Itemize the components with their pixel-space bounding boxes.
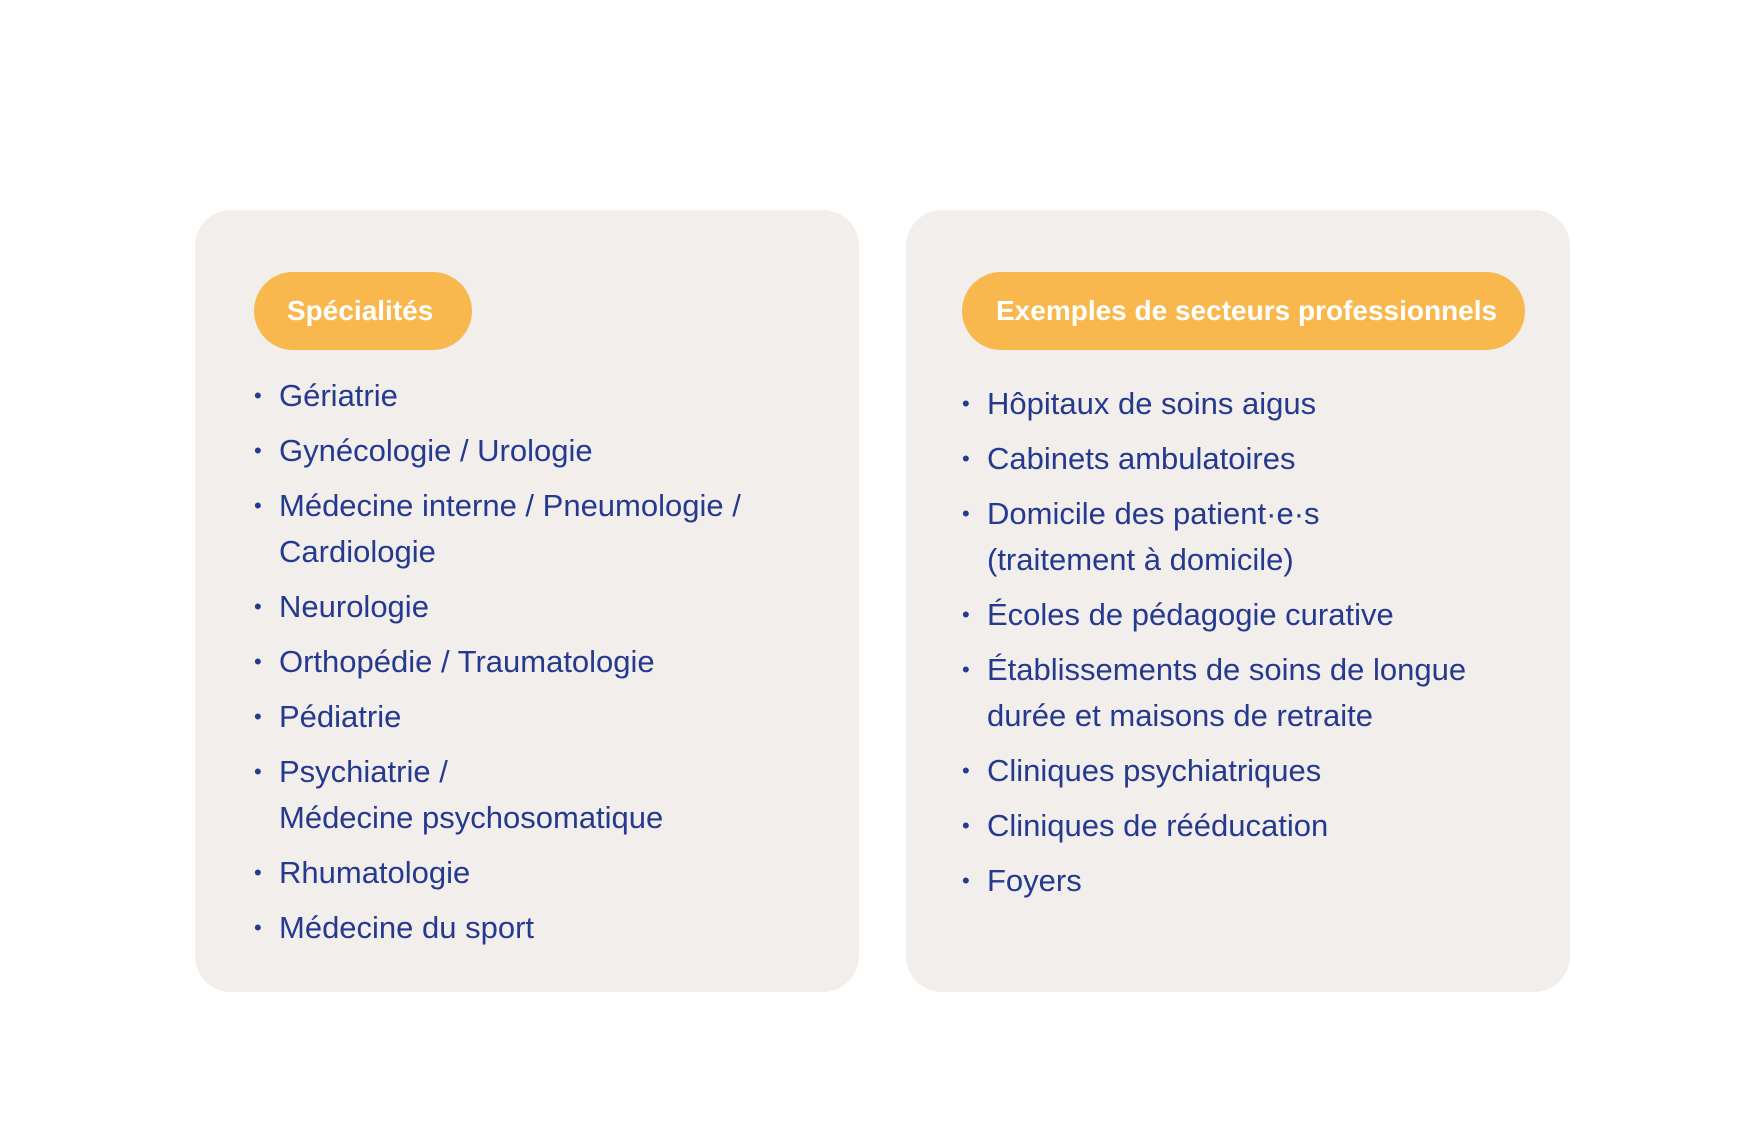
list-item-text: Cliniques de rééducation xyxy=(987,808,1329,843)
list-item-text: Pédiatrie xyxy=(279,699,402,734)
bullet-icon: • xyxy=(962,446,970,471)
list-item-text: Foyers xyxy=(987,863,1082,898)
bullet-icon: • xyxy=(254,649,262,674)
bullet-icon: • xyxy=(254,493,262,518)
list-item xyxy=(254,749,834,841)
list-item xyxy=(254,905,834,951)
bullet-icon: • xyxy=(962,501,970,526)
bullet-icon: • xyxy=(962,657,970,682)
bullet-icon: • xyxy=(962,391,970,416)
list-item xyxy=(962,803,1552,849)
bullet-icon: • xyxy=(254,594,262,619)
secteurs-heading: Exemples de secteurs professionnels xyxy=(962,272,1525,350)
specialites-card xyxy=(195,210,859,992)
list-item-text: (traitement à domicile) xyxy=(987,542,1294,577)
list-item-text: Gériatrie xyxy=(279,378,398,413)
list-item xyxy=(254,639,834,685)
secteurs-list xyxy=(962,381,1552,913)
list-item-text: Médecine psychosomatique xyxy=(279,800,664,835)
list-item-text: Gynécologie / Urologie xyxy=(279,433,593,468)
list-item xyxy=(962,592,1552,638)
list-item-text: Neurologie xyxy=(279,589,429,624)
bullet-icon: • xyxy=(962,758,970,783)
bullet-icon: • xyxy=(254,704,262,729)
list-item xyxy=(254,584,834,630)
list-item xyxy=(962,647,1552,739)
list-item-text: Établissements de soins de longue xyxy=(987,652,1467,687)
bullet-icon: • xyxy=(962,602,970,627)
list-item xyxy=(254,373,834,419)
list-item xyxy=(254,428,834,474)
list-item-text: Domicile des patient·e·s xyxy=(987,496,1320,531)
bullet-icon: • xyxy=(254,860,262,885)
bullet-icon: • xyxy=(254,759,262,784)
list-item-text: durée et maisons de retraite xyxy=(987,698,1373,733)
list-item-text: Rhumatologie xyxy=(279,855,471,890)
list-item xyxy=(254,483,834,575)
list-item-text: Cardiologie xyxy=(279,534,436,569)
list-item-text: Hôpitaux de soins aigus xyxy=(987,386,1317,421)
list-item xyxy=(254,694,834,740)
specialites-heading: Spécialités xyxy=(254,272,472,350)
list-item xyxy=(962,491,1552,583)
bullet-icon: • xyxy=(254,383,262,408)
bullet-icon: • xyxy=(962,813,970,838)
specialites-list xyxy=(254,373,834,960)
bullet-icon: • xyxy=(254,438,262,463)
list-item-text: Médecine interne / Pneumologie / xyxy=(279,488,741,523)
list-item-text: Orthopédie / Traumatologie xyxy=(279,644,655,679)
list-item xyxy=(962,748,1552,794)
list-item-text: Cliniques psychiatriques xyxy=(987,753,1322,788)
list-item xyxy=(962,381,1552,427)
list-item-text: Cabinets ambulatoires xyxy=(987,441,1296,476)
bullet-icon: • xyxy=(254,915,262,940)
list-item-text: Écoles de pédagogie curative xyxy=(987,597,1394,632)
list-item xyxy=(962,858,1552,904)
secteurs-card xyxy=(906,210,1570,992)
list-item-text: Médecine du sport xyxy=(279,910,535,945)
list-item xyxy=(254,850,834,896)
list-item-text: Psychiatrie / xyxy=(279,754,448,789)
list-item xyxy=(962,436,1552,482)
bullet-icon: • xyxy=(962,868,970,893)
